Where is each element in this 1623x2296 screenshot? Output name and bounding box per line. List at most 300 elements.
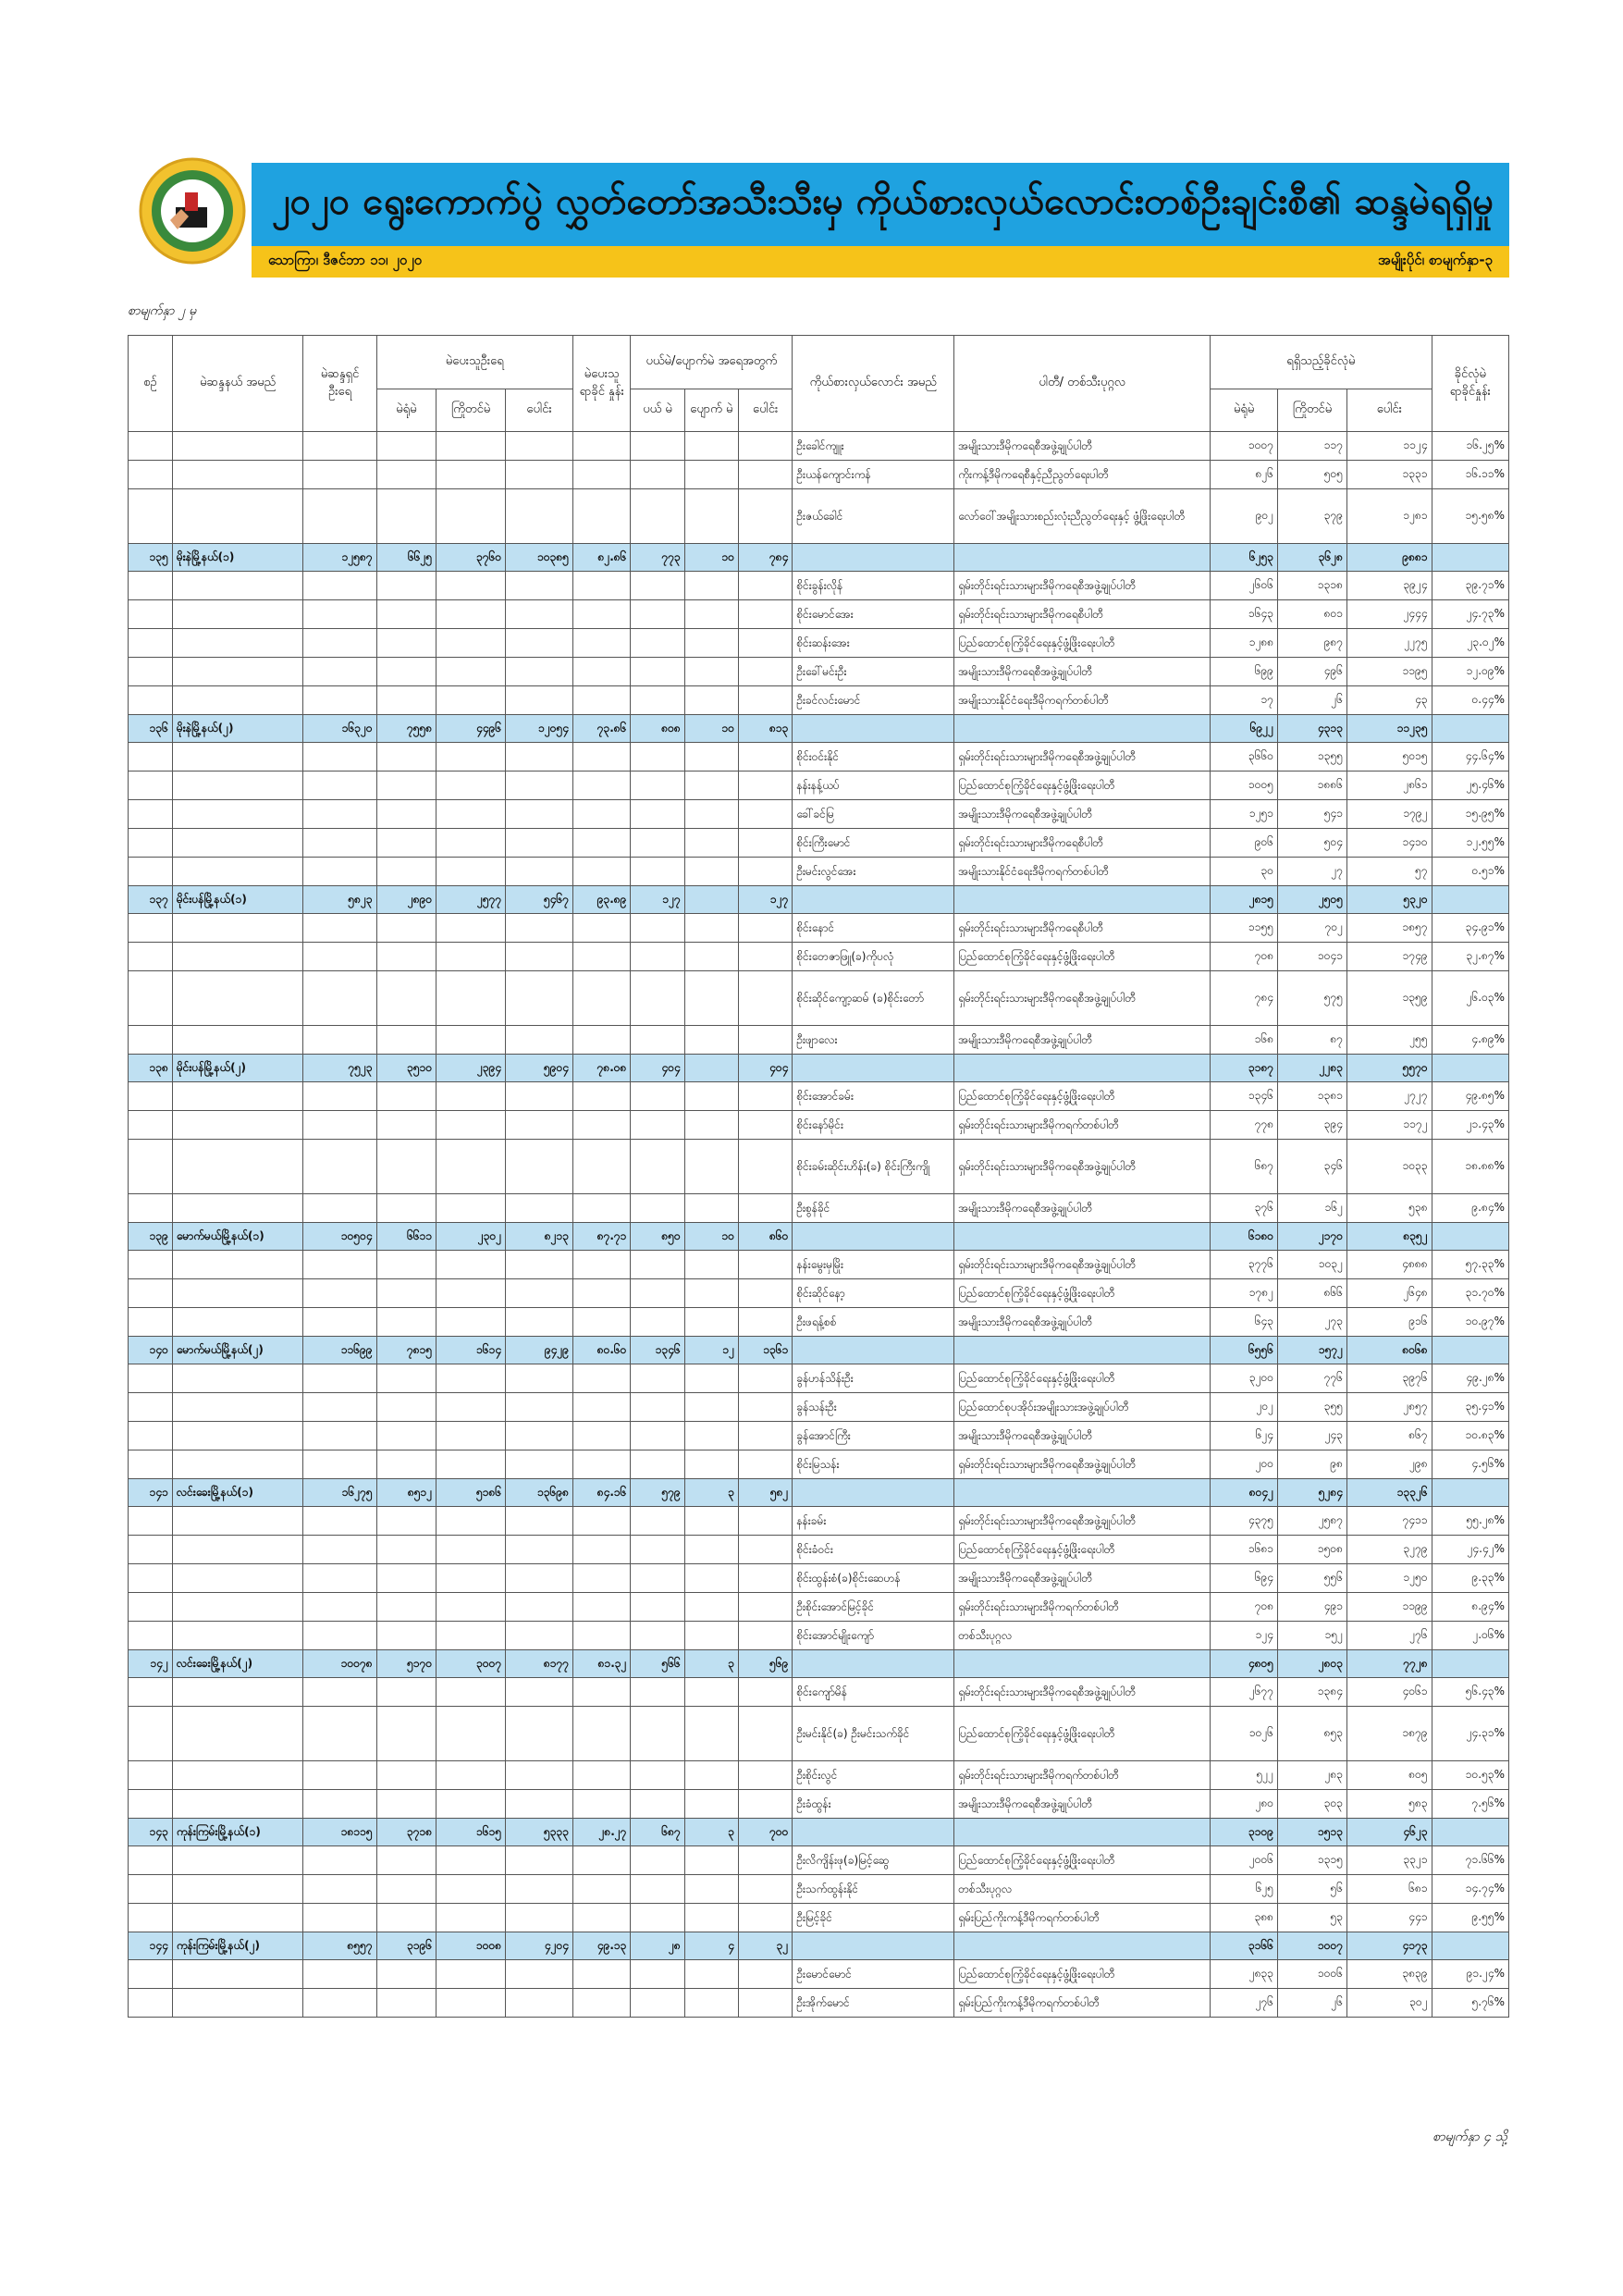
empty-cell [506,1904,573,1932]
empty-cell [303,1422,376,1450]
empty-cell [739,461,793,489]
votes-total: ၂၄၄၄ [1347,600,1432,629]
empty-cell [631,800,684,829]
empty-cell [303,1622,376,1650]
empty-cell [631,743,684,772]
empty-cell [572,743,630,772]
empty-cell [436,1761,506,1790]
invalid-total: ၅၈၂ [739,1479,793,1507]
constituency-number: ၁၃၆ [129,715,173,743]
empty-cell [631,489,684,544]
empty-cell [376,1364,436,1393]
empty-cell [376,1111,436,1140]
votes-advance: ၄၉၆ [1278,658,1347,686]
empty-cell [739,1393,793,1422]
candidate-name: ဦးစိုင်းအောင်မြင့်ခိုင် [793,1593,954,1622]
empty-cell [572,1026,630,1055]
empty-cell [172,1875,303,1904]
empty-cell [631,1082,684,1111]
continued-from-label: စာမျက်နှာ ၂ မှ [128,303,197,318]
party-name: ပြည်ထောင်စုကြံ့ခိုင်ရေးနှင့်ဖွံ့ဖြိုးရေးပါတီ [954,1364,1211,1393]
turnout-percent: ၉၃.၈၉ [572,886,630,914]
empty-cell [172,1989,303,2018]
cast-total: ၁၃၆၉၈ [506,1479,573,1507]
party-name: ရှမ်းတိုင်းရင်းသားများဒီမိုကရက်တစ်ပါတီ [954,1593,1211,1622]
empty-cell [436,432,506,461]
turnout-percent: ၈၄.၁၆ [572,1479,630,1507]
invalid-total: ၈၆၀ [739,1223,793,1251]
empty-cell [684,1989,738,2018]
party-name: အမျိုးသားနိုင်ငံရေးဒီမိုကရက်တစ်ပါတီ [954,858,1211,886]
empty-cell [631,1450,684,1479]
party-name: အမျိုးသားဒီမိုကရေစီအဖွဲ့ချုပ်ပါတီ [954,800,1211,829]
empty-cell [436,629,506,658]
party-empty [954,1337,1211,1364]
constituency-row [129,544,1509,572]
empty-cell [631,1593,684,1622]
invalid-votes: ၇၇၃ [631,544,684,572]
empty-cell [376,772,436,800]
vote-percent: ၇.၅၆% [1432,1790,1508,1819]
empty-cell [436,1846,506,1875]
vote-percent: ၉.၈၄% [1432,1194,1508,1223]
candidate-name: စိုင်းကြီးမောင် [793,829,954,858]
votes-advance: ၅၆ [1278,1875,1347,1904]
empty-cell [129,489,173,544]
vote-percent: ၄၉.၂၈% [1432,1364,1508,1393]
cast-ordinary: ၆၆၂၅ [376,544,436,572]
candidate-row [129,1279,1509,1308]
empty-cell [303,1790,376,1819]
vote-percent: ၂၅.၄၆% [1432,772,1508,800]
vote-percent: ၂၄.၃၁% [1432,1707,1508,1761]
votes-advance: ၁၃၈၄ [1278,1678,1347,1707]
cast-total: ၉၄၂၉ [506,1337,573,1364]
empty-cell [436,1960,506,1989]
votes-ordinary: ၂၆၇၇ [1211,1678,1278,1707]
empty-cell [572,829,630,858]
party-name: အမျိုးသားဒီမိုကရေစီအဖွဲ့ချုပ်ပါတီ [954,1790,1211,1819]
votes-total: ၁၃၃၁ [1347,461,1432,489]
votes-total: ၅၀၁၅ [1347,743,1432,772]
candidate-name: စိုင်းဆိုင်နော့ [793,1279,954,1308]
voter-count: ၈၅၅၇ [303,1932,376,1960]
table-header [129,336,1509,432]
col-rec-ordinary: မဲရုံမဲ [1211,389,1278,432]
candidate-row [129,1364,1509,1393]
constituency-name: ကုန်းကြမ်းမြို့နယ်(၂) [172,1932,303,1960]
candidate-name: စိုင်းဆိုင်ကျော့ဆမ် (ခ)စိုင်းတော် [793,971,954,1026]
turnout-percent: ၄၉.၁၃ [572,1932,630,1960]
cast-total: ၅၃၃၃ [506,1819,573,1846]
empty-cell [631,1422,684,1450]
received-total: ၄၁၇၃ [1347,1932,1432,1960]
constituency-number: ၁၃၅ [129,544,173,572]
received-advance: ၃၆၂၈ [1278,544,1347,572]
received-total: ၅၅၇၀ [1347,1055,1432,1082]
vote-percent: ၃၁.၇၀% [1432,1279,1508,1308]
empty-cell [739,572,793,600]
votes-ordinary: ၁၀၀၅ [1211,772,1278,800]
votes-advance: ၅၇၅ [1278,971,1347,1026]
table-body [129,432,1509,2018]
party-name: ရှမ်းတိုင်းရင်းသားများဒီမိုကရေစီအဖွဲ့ချုပ်ပါတီ [954,1450,1211,1479]
candidate-name: ခွန်ဟန်သိန်းဦး [793,1364,954,1393]
candidate-row [129,829,1509,858]
empty-cell [572,1846,630,1875]
candidate-row [129,1422,1509,1450]
empty-cell [129,686,173,715]
constituency-number: ၁၄၂ [129,1650,173,1678]
empty-cell [303,432,376,461]
empty-cell [506,1111,573,1140]
empty-cell [376,1308,436,1337]
empty-cell [129,1308,173,1337]
vote-percent: ၃၄.၉၁% [1432,914,1508,943]
empty-cell [739,1960,793,1989]
party-name: အမျိုးသားဒီမိုကရေစီအဖွဲ့ချုပ်ပါတီ [954,1194,1211,1223]
party-name: ပြည်ထောင်စုကြံ့ခိုင်ရေးနှင့်ဖွံ့ဖြိုးရေးပါတီ [954,1707,1211,1761]
series-label: အမျိုးပိုင်၊ စာမျက်နှာ-၃ [1378,252,1493,268]
empty-cell [376,658,436,686]
missing-votes: ၁၀ [684,715,738,743]
empty-cell [739,1593,793,1622]
votes-ordinary: ၁၆၄၃ [1211,600,1278,629]
party-name: ရှမ်းတိုင်းရင်းသားများဒီမိုကရေစီအဖွဲ့ချုပ်ပါတီ [954,572,1211,600]
votes-total: ၂၇၆ [1347,1622,1432,1650]
constituency-row [129,1479,1509,1507]
empty-cell [506,686,573,715]
empty-cell [303,1507,376,1536]
constituency-row [129,1337,1509,1364]
empty-cell [572,1960,630,1989]
empty-cell [303,971,376,1026]
empty-cell [572,1140,630,1194]
empty-cell [129,1846,173,1875]
cast-advance: ၅၁၈၆ [436,1479,506,1507]
missing-votes: ၃ [684,1479,738,1507]
empty-cell [436,1111,506,1140]
vote-percent: ၅၅.၂၈% [1432,1507,1508,1536]
percent-empty [1432,1479,1508,1507]
vote-percent: ၂.၀၆% [1432,1622,1508,1650]
empty-cell [506,1678,573,1707]
votes-ordinary: ၆၉၄ [1211,1564,1278,1593]
party-name: အမျိုးသားဒီမိုကရေစီအဖွဲ့ချုပ်ပါတီ [954,658,1211,686]
candidate-row [129,1904,1509,1932]
candidate-row [129,1564,1509,1593]
candidate-name: ခွန်အောင်ကြီး [793,1422,954,1450]
percent-empty [1432,1932,1508,1960]
candidate-name: ဦးဇယ်ခေါင် [793,489,954,544]
percent-empty [1432,1650,1508,1678]
votes-advance: ၂၅၈၇ [1278,1507,1347,1536]
empty-cell [303,1875,376,1904]
empty-cell [572,1761,630,1790]
candidate-name: ဦးမောင်မောင် [793,1960,954,1989]
empty-cell [739,1875,793,1904]
party-empty [954,886,1211,914]
percent-empty [1432,715,1508,743]
voter-count: ၁၆၂၇၅ [303,1479,376,1507]
empty-cell [129,829,173,858]
vote-percent: ၈.၉၄% [1432,1593,1508,1622]
missing-votes: ၄ [684,1932,738,1960]
party-name: ရှမ်းတိုင်းရင်းသားများဒီမိုကရေစီပါတီ [954,829,1211,858]
empty-cell [572,800,630,829]
col-cast-total: ပေါင်း [506,389,573,432]
empty-cell [506,1026,573,1055]
candidate-name: စိုင်းတေဇာဖြူ(ခ)ကိုပလုံ [793,943,954,971]
empty-cell [303,489,376,544]
candidate-row [129,971,1509,1026]
candidate-row [129,461,1509,489]
empty-cell [129,1194,173,1223]
empty-cell [376,572,436,600]
missing-votes [684,1055,738,1082]
empty-cell [376,1989,436,2018]
empty-cell [376,1393,436,1422]
constituency-name: မိုးနဲမြို့နယ်(၂) [172,715,303,743]
vote-percent: ၂၃.၀၂% [1432,629,1508,658]
empty-cell [172,1707,303,1761]
empty-cell [572,1111,630,1140]
votes-ordinary: ၃၈၈ [1211,1904,1278,1932]
empty-cell [631,1790,684,1819]
empty-cell [572,1678,630,1707]
empty-cell [303,1564,376,1593]
empty-cell [684,572,738,600]
empty-cell [436,743,506,772]
empty-cell [303,1707,376,1761]
candidate-row [129,743,1509,772]
votes-ordinary: ၆၂၅ [1211,1875,1278,1904]
candidate-empty [793,1055,954,1082]
empty-cell [376,686,436,715]
invalid-votes: ၄၀၄ [631,1055,684,1082]
empty-cell [506,1790,573,1819]
vote-percent: ၄၉.၈၅% [1432,1082,1508,1111]
party-name: ရှမ်းတိုင်းရင်းသားများဒီမိုကရက်တစ်ပါတီ [954,1111,1211,1140]
received-advance: ၂၈၀၃ [1278,1650,1347,1678]
empty-cell [572,1450,630,1479]
party-name: တစ်သီးပုဂ္ဂလ [954,1622,1211,1650]
empty-cell [303,1364,376,1393]
col-cast-group: မဲပေးသူဦးရေ [376,336,572,389]
cast-advance: ၁၆၁၄ [436,1337,506,1364]
col-no: စဉ် [129,336,173,432]
empty-cell [506,1082,573,1111]
empty-cell [129,1393,173,1422]
empty-cell [436,1593,506,1622]
invalid-total: ၇၀၀ [739,1819,793,1846]
empty-cell [303,858,376,886]
empty-cell [739,1846,793,1875]
vote-percent: ၃၅.၄၁% [1432,1393,1508,1422]
invalid-votes: ၁၂၇ [631,886,684,914]
empty-cell [129,1026,173,1055]
party-name: အမျိုးသားဒီမိုကရေစီအဖွဲ့ချုပ်ပါတီ [954,1308,1211,1337]
votes-ordinary: ၃၇၇၆ [1211,1251,1278,1279]
candidate-name: စိုင်းခွန်းလိုန် [793,572,954,600]
invalid-votes: ၅၆၆ [631,1650,684,1678]
empty-cell [129,461,173,489]
received-advance: ၂၂၈၃ [1278,1055,1347,1082]
votes-ordinary: ၁၇ [1211,686,1278,715]
party-name: ပြည်ထောင်စုကြံ့ခိုင်ရေးနှင့်ဖွံ့ဖြိုးရေးပါတီ [954,1846,1211,1875]
party-empty [954,1819,1211,1846]
received-total: ၈၀၆၈ [1347,1337,1432,1364]
empty-cell [129,1111,173,1140]
votes-advance: ၃၄၆ [1278,1140,1347,1194]
empty-cell [172,1507,303,1536]
candidate-name: ဦးအိုက်မောင် [793,1989,954,2018]
empty-cell [376,1082,436,1111]
turnout-percent: ၈၇.၇၁ [572,1223,630,1251]
party-name: အမျိုးသားဒီမိုကရေစီအဖွဲ့ချုပ်ပါတီ [954,432,1211,461]
cast-total: ၅၉၀၄ [506,1055,573,1082]
vote-percent: ၂၄.၇၃% [1432,600,1508,629]
candidate-empty [793,886,954,914]
empty-cell [506,658,573,686]
received-ordinary: ၆၁၈၀ [1211,1223,1278,1251]
empty-cell [129,1279,173,1308]
empty-cell [739,658,793,686]
candidate-name: စိုင်းအောင်မျိုးကျော် [793,1622,954,1650]
empty-cell [684,829,738,858]
candidate-row [129,1194,1509,1223]
empty-cell [376,1875,436,1904]
empty-cell [303,1960,376,1989]
party-name: အမျိုးသားဒီမိုကရေစီအဖွဲ့ချုပ်ပါတီ [954,1422,1211,1450]
empty-cell [172,1279,303,1308]
candidate-empty [793,1819,954,1846]
vote-percent: ၄၄.၆၄% [1432,743,1508,772]
votes-advance: ၈၀၁ [1278,600,1347,629]
empty-cell [172,461,303,489]
vote-percent: ၁၄.၇၄% [1432,1875,1508,1904]
votes-ordinary: ၃၇၆ [1211,1194,1278,1223]
empty-cell [172,1790,303,1819]
empty-cell [631,1989,684,2018]
constituency-name: လင်းခေးမြို့နယ်(၁) [172,1479,303,1507]
candidate-row [129,1308,1509,1337]
party-empty [954,1650,1211,1678]
empty-cell [129,1678,173,1707]
cast-total: ၈၁၇၇ [506,1650,573,1678]
party-name: ရှမ်းတိုင်းရင်းသားများဒီမိုကရက်တစ်ပါတီ [954,1761,1211,1790]
empty-cell [129,432,173,461]
candidate-name: ဦးစိုင်းလွင် [793,1761,954,1790]
empty-cell [631,1846,684,1875]
votes-ordinary: ၂၇၆ [1211,1989,1278,2018]
empty-cell [303,829,376,858]
candidate-row [129,658,1509,686]
col-turnout: မဲပေးသူ ရာခိုင် နှုန်း [572,336,630,432]
empty-cell [684,1593,738,1622]
vote-percent: ၀.၅၁% [1432,858,1508,886]
empty-cell [129,1536,173,1564]
empty-cell [436,1251,506,1279]
candidate-name: နန်းခမ်း [793,1507,954,1536]
votes-advance: ၇၇၆ [1278,1364,1347,1393]
empty-cell [129,1622,173,1650]
voter-count: ၁၆၃၂၀ [303,715,376,743]
constituency-number: ၁၃၉ [129,1223,173,1251]
empty-cell [506,1707,573,1761]
empty-cell [739,1279,793,1308]
votes-total: ၁၁၂၄ [1347,432,1432,461]
empty-cell [376,629,436,658]
party-empty [954,1479,1211,1507]
empty-cell [376,1422,436,1450]
empty-cell [376,914,436,943]
empty-cell [436,1364,506,1393]
party-empty [954,1223,1211,1251]
received-advance: ၁၅၁၃ [1278,1819,1347,1846]
vote-percent: ၂၆.၀၃% [1432,971,1508,1026]
empty-cell [506,461,573,489]
empty-cell [172,489,303,544]
empty-cell [506,858,573,886]
empty-cell [172,858,303,886]
candidate-row [129,1761,1509,1790]
empty-cell [303,1846,376,1875]
invalid-votes: ၈၅၀ [631,1223,684,1251]
candidate-row [129,1622,1509,1650]
party-name: ရှမ်းတိုင်းရင်းသားများဒီမိုကရေစီအဖွဲ့ချုပ်ပါတီ [954,1251,1211,1279]
empty-cell [436,1279,506,1308]
candidate-name: ဦးခင်လင်းမောင် [793,686,954,715]
received-total: ၉၈၈၁ [1347,544,1432,572]
candidate-name: စိုင်းထွန်းစံ(ခ)စိုင်းဆေဟန် [793,1564,954,1593]
empty-cell [303,743,376,772]
empty-cell [506,1450,573,1479]
candidate-name: နန်းမွေးမှမြိုး [793,1251,954,1279]
empty-cell [684,1279,738,1308]
party-name: အမျိုးသားဒီမိုကရေစီအဖွဲ့ချုပ်ပါတီ [954,1564,1211,1593]
empty-cell [129,1082,173,1111]
empty-cell [129,1790,173,1819]
constituency-row [129,715,1509,743]
constituency-row [129,1932,1509,1960]
empty-cell [436,1507,506,1536]
empty-cell [376,1622,436,1650]
constituency-number: ၁၄၁ [129,1479,173,1507]
empty-cell [129,772,173,800]
empty-cell [303,1308,376,1337]
empty-cell [129,1875,173,1904]
votes-ordinary: ၉၀၂ [1211,489,1278,544]
votes-total: ၆၈၁ [1347,1875,1432,1904]
empty-cell [739,629,793,658]
empty-cell [436,1450,506,1479]
percent-empty [1432,1223,1508,1251]
empty-cell [303,943,376,971]
received-ordinary: ၆၅၅၆ [1211,1337,1278,1364]
received-advance: ၂၁၇၀ [1278,1223,1347,1251]
votes-ordinary: ၃၀ [1211,858,1278,886]
empty-cell [739,800,793,829]
empty-cell [631,1904,684,1932]
col-received-group: ရရှိသည့်ခိုင်လုံမဲ [1211,336,1432,389]
constituency-number: ၁၃၈ [129,1055,173,1082]
candidate-name: ဦးယန်ကျောင်းကန် [793,461,954,489]
empty-cell [739,829,793,858]
votes-advance: ၈၆၆ [1278,1279,1347,1308]
party-name: အမျိုးသားဒီမိုကရေစီအဖွဲ့ချုပ်ပါတီ [954,1026,1211,1055]
candidate-row [129,1507,1509,1536]
